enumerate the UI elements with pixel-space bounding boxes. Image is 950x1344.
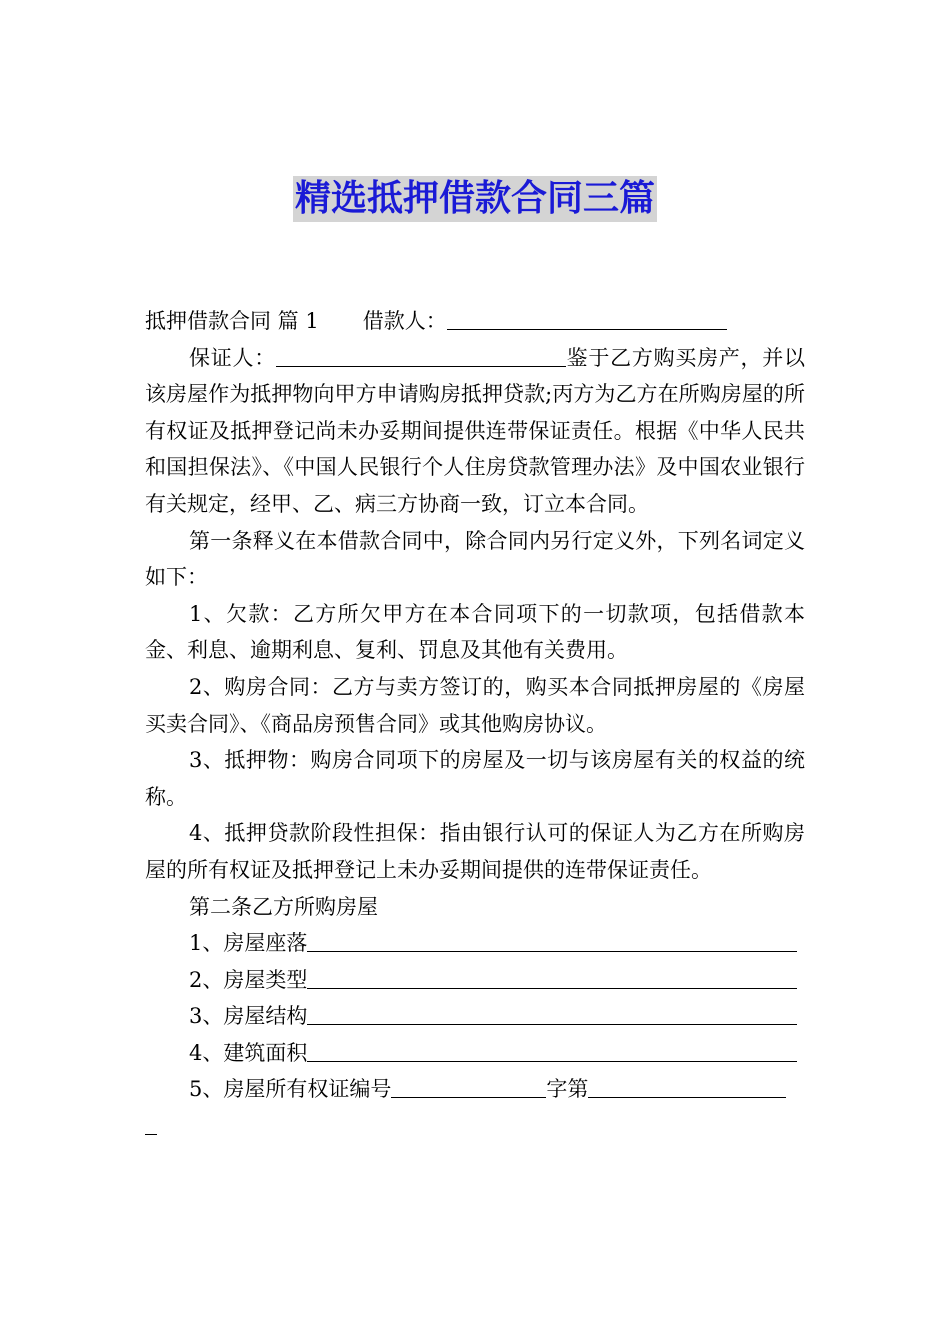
house-type-label: 2、房屋类型 — [189, 967, 308, 992]
building-area-line — [145, 1035, 805, 1072]
ownership-cert-continuation — [145, 1108, 805, 1145]
house-type-line — [145, 962, 805, 999]
article1-item-4: 4、抵押贷款阶段性担保：指由银行认可的保证人为乙方在所购房屋的所有权证及抵押登记上未办妥期间提供的连带保证责任。 — [145, 821, 805, 882]
building-area-label: 4、建筑面积 — [189, 1040, 308, 1065]
house-structure-blank — [307, 1001, 797, 1025]
document-title: 精选抵押借款合同三篇 — [293, 176, 657, 222]
house-location-label: 1、房屋座落 — [189, 931, 308, 956]
building-area-blank — [307, 1038, 797, 1062]
borrower-blank — [447, 306, 727, 330]
guarantor-text: 鉴于乙方购买房产，并以该房屋作为抵押物向甲方申请购房抵押贷款;丙方为乙方在所购房屋的所有权证及抵押登记尚未办妥期间提供连带保证责任。根据《中华人民共和国担保法》、《中国人民银行个人住房贷款管理办法》及中国农业银行有关规定，经甲、乙、病三方协商一致，订立本合同。 — [145, 345, 806, 516]
house-structure-label: 3、房屋结构 — [189, 1004, 308, 1029]
guarantor-blank — [276, 343, 566, 367]
house-location-line — [145, 925, 805, 962]
ownership-cert-line — [145, 1071, 805, 1108]
article1-item-1: 1、欠款：乙方所欠甲方在本合同项下的一切款项，包括借款本金、利息、逾期利息、复利、罚息及其他有关费用。 — [145, 601, 805, 663]
document-body — [145, 303, 805, 1145]
first-line — [145, 303, 805, 340]
guarantor-label: 保证人： — [189, 345, 276, 370]
article1-item-3: 3、抵押物：购房合同项下的房屋及一切与该房屋有关的权益的统称。 — [145, 748, 805, 809]
house-location-blank — [307, 928, 797, 952]
house-structure-line — [145, 998, 805, 1035]
guarantor-paragraph — [145, 340, 805, 523]
article1-item-2: 2、购房合同：乙方与卖方签订的，购买本合同抵押房屋的《房屋买卖合同》、《商品房预售合同》或其他购房协议。 — [145, 674, 805, 736]
cert-suffix-blank — [588, 1074, 786, 1098]
article1-intro: 第一条释义在本借款合同中，除合同内另行定义外，下列名词定义如下： — [145, 528, 805, 590]
house-type-blank — [307, 965, 797, 989]
cert-number-blank — [391, 1074, 546, 1098]
cert-mid-label: 字第 — [546, 1077, 589, 1102]
ownership-cert-label: 5、房屋所有权证编号 — [189, 1077, 392, 1102]
article2-heading: 第二条乙方所购房屋 — [189, 894, 378, 919]
section-heading: 抵押借款合同 篇 1 — [145, 309, 319, 333]
borrower-label: 借款人： — [362, 309, 447, 333]
document-title-wrap — [0, 176, 950, 222]
cert-suffix-blank-tail — [145, 1111, 157, 1135]
